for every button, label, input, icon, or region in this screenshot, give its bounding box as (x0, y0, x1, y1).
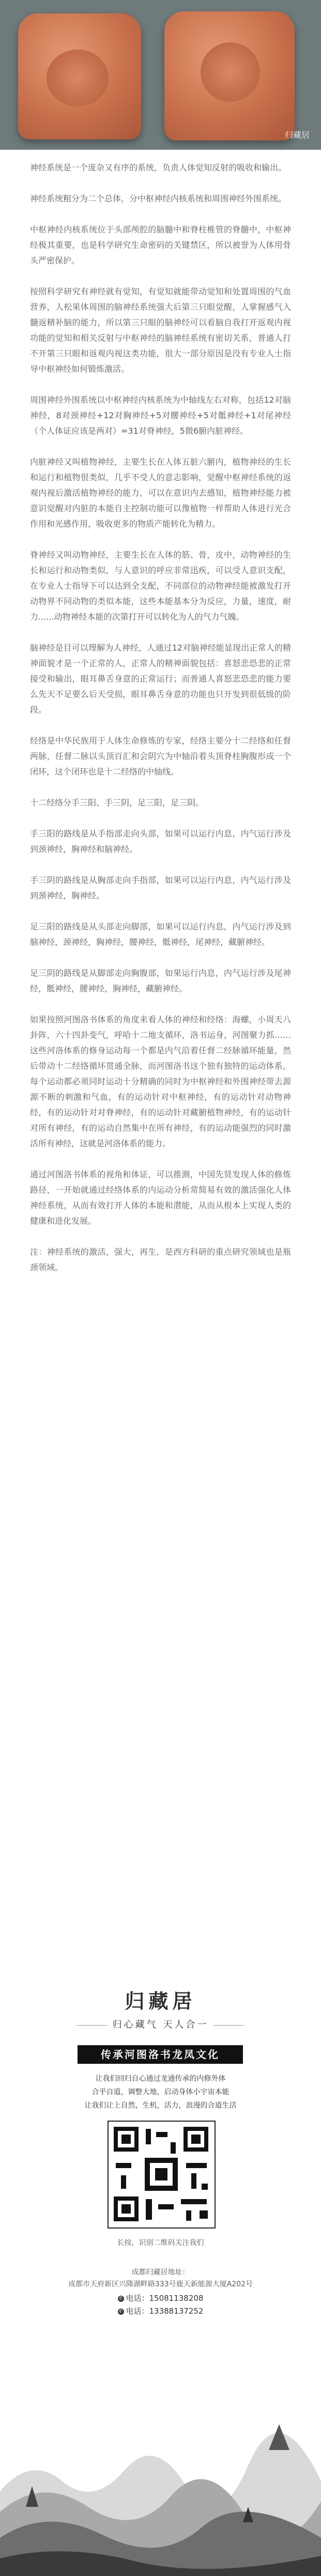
address: 成都市天府新区兴隆湖畔路333号鹿天新能源大厦A202号 (68, 2280, 253, 2288)
address-label: 成都归藏居地址： (131, 2268, 190, 2277)
brand-slogan (0, 2017, 321, 2031)
ink-landscape-image (0, 2414, 321, 2576)
qr-code[interactable] (108, 2121, 216, 2229)
paragraph: 按照科学研究有神经就有觉知，有觉知就能带动觉知和处置周围的气血营养，人松果体周围的脑神经系统强大后第三只眼觉醒，人掌握感气入髓返精补脑的能力，所以第三只眼的脑神经可以看脑自我打开返观内视功能的觉知和相关反射与中枢神经的脑神经系统有密切关系，普通人打不开第三只眼和返观内视这类功能，很大一部分原因是没有专业人士指导中枢神经如何锻炼激活。 (30, 287, 291, 374)
paragraph: 经络是中华民族用于人体生命修炼的专家，经络主要分十二经络和任督两脉，任督二脉以头顶百汇和会阴穴为中轴沿着头顶脊柱胸腹形成一个闭环，这个闭环也是十二经络的中轴线。 (30, 736, 291, 777)
hero-photo (0, 0, 321, 150)
phone-icon: ✆ (118, 2309, 124, 2315)
paragraph: 手三阴的路线是从胸部走向手指部，如果可以运行内息，内气运行涉及到颈神经，胸神经。 (30, 875, 291, 900)
paragraph: 手三阳的路线是从手指部走向头部，如果可以运行内息，内气运行涉及到颈神经，胸神经和脑神经。 (30, 829, 291, 854)
paragraph: 十二经络分手三阳、手三阴，足三阳，足三阴。 (30, 798, 204, 808)
paragraph: 神经系统粗分为二个总体，分中枢神经内核系统和周围神经外围系统。 (30, 194, 287, 203)
phone-row (0, 2293, 321, 2303)
phone-row (0, 2305, 321, 2316)
divider (213, 2025, 244, 2026)
divider (77, 2025, 108, 2026)
paragraph: 足三阳的路线是从头部走向脚部，如果可以运行内息，内气运行涉及到脑神经，颈神经，胸神经，腰神经，骶神经，尾神经，藏腑神经。 (30, 922, 291, 947)
paragraph: 通过河图洛书体系的视角和体证，可以推测，中国先贤发现人体的修炼路径，一开始就通过经络体系的内运动分析常简易有效的激活强化人体神经系统，从而有效打开人体的本能和潜能，从而从根本上实现人类的健康和进化发展。 (30, 1170, 291, 1226)
mission-line: 让我们让上自然，生机，活力，浪漫的合道生活 (84, 2101, 237, 2110)
mission-line: 让我们回归自心通过龙通传承的内修外体 (95, 2075, 226, 2083)
paragraph: 内脏神经又叫植物神经，主要生长在人体五脏六腑内，植物神经的生长和运行和植物很类似，几乎不受人的意志影响，觉醒中枢神经系统的返观内视后激活植物神经的能力，可以在意识内去感知，植物神经能力被意识觉醒对内脏的本能自主控制功能可以像植物一样帮助人体进行光合作用和光感作用，吸收更多的物质产能转化为精力。 (30, 457, 291, 529)
article-body (30, 160, 291, 1291)
photo-watermark: 归藏居 (284, 130, 310, 140)
mission-line: 合乎自道，调整大地，启动身体小宇宙本能 (91, 2088, 230, 2096)
brand-title: 归藏居 (125, 1990, 196, 2013)
footer (0, 1985, 321, 2576)
scan-hint: 长按，识别二维码关注我们 (117, 2239, 204, 2247)
phone-icon: ✆ (118, 2296, 124, 2302)
paragraph: 中枢神经内核系统位于头部颅腔的脑髓中和脊柱椎管的脊髓中，中枢神经极其重要，也是科学研究生命密码的关键禁区，所以被誉为人体用骨头严密保护。 (30, 225, 291, 265)
phone-number: 电话：13388137252 (126, 2306, 204, 2316)
amulet-left-image (18, 13, 141, 139)
paragraph: 脑神经是目可以理解为人神经，人通过12对脑神经能显现出正常人的精神面貌才是一个正常的人，正常人的精神面貌包括：喜怒悲恐悲的正常接受和输出，眼耳鼻舌身意的正常运行；而普通人喜怒悲恐悲的能力要么先天不足要么后天受损，眼耳鼻舌身意的功能也只开发到很低级的阶段。 (30, 643, 291, 715)
paragraph: 如果按照河图洛书体系的角度来看人体的神经和经络：海螺，小周天八卦阵，六十四卦变气，呼哈十二地支循环，洛书运身，河图聚力抓……这些河洛体系的修身运动每一个都是内气沿着任督二经脉循环能量，然后带动十二经络循环贯通全脉，而河图洛书这个独有独特的运动体系，每个运动都必须同时运动十分精确的同时为中枢神经和外围神经带去源源不断的刺激和气血，有的运动针对中枢神经，有的运动针对动物神经，有的运动针对对脊神经，有的运动针对藏腑植物神经，有的运动针对所有神经，有的运动自然集中在所有神经，有的运动能强烈的同时激活所有神经，这就是河洛体系的能力。 (30, 1015, 291, 1148)
phone-number: 电话：15081138208 (126, 2294, 204, 2303)
paragraph: 足三阴的路线是从脚部走向胸腹部，如果运行内息，内气运行涉及尾神经，骶神经，腰神经，胸神经，藏腑神经。 (30, 968, 291, 993)
paragraph: 注：神经系统的激活，强大，再生，是西方科研的重点研究领域也是瓶颈领域。 (30, 1247, 291, 1272)
paragraph: 神经系统是一个庞杂又有序的系统，负责人体觉知反射的吸收和输出。 (30, 163, 287, 172)
paragraph: 周围神经外围系统以中枢神经内核系统为中轴线左右对称，包括12对脑神经，8对颈神经+12对胸神经+5对腰神经+5对骶神经+1对尾神经（个人体证应该是两对）=31对脊神经，5微6腑内脏神经。 (30, 395, 291, 436)
amulet-right-image (164, 11, 295, 140)
paragraph: 脊神经又叫动物神经，主要生长在人体的筋、骨，皮中，动物神经的生长和运行和动物类似，与人意识的呼应非常迅疾，可以受人意识支配，在专业人士指导下可以达到全支配，不同部位的动物神经能被激发打开动物界不同动物的类似本能，这些本能基本分为反应，力量，速度，耐力......动物神经本能的次第打开可以转化为人的气力气魄。 (30, 550, 291, 622)
brand-slogan-text: 归心藏气 天人合一 (112, 2019, 209, 2030)
mission-banner: 传承河图洛书龙凤文化 (78, 2045, 243, 2064)
